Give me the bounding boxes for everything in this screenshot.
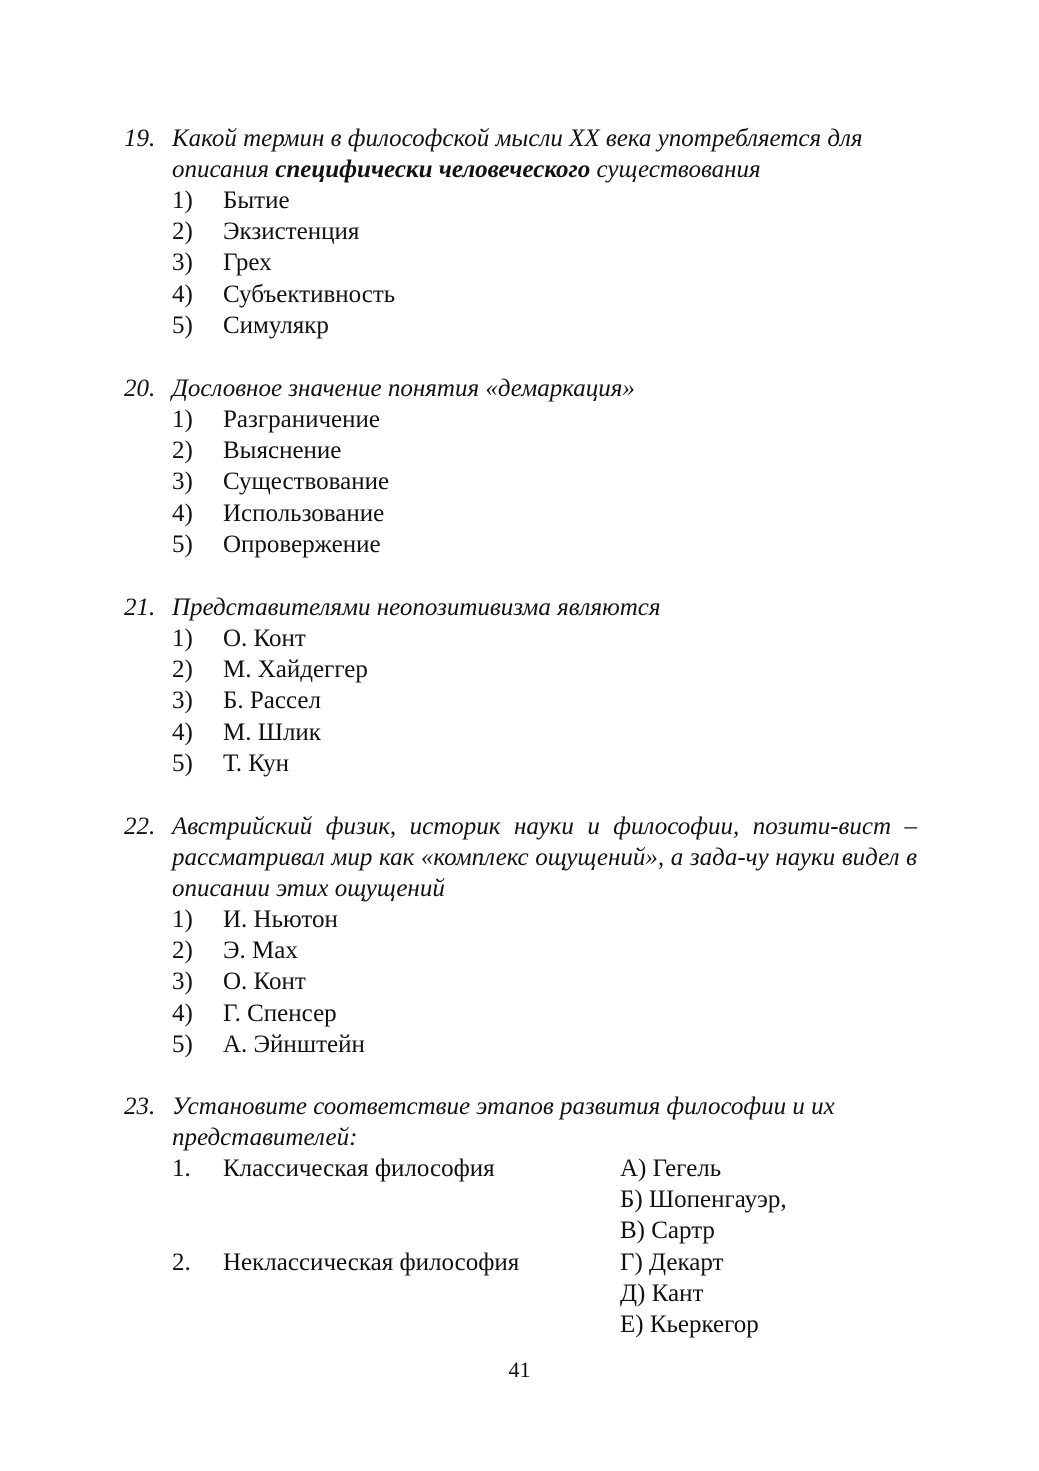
question-number: 22. bbox=[124, 813, 156, 840]
answer-option: 1) И. Ньютон bbox=[172, 906, 338, 933]
question-number: 21. bbox=[124, 594, 156, 621]
answer-option: 1) О. Конт bbox=[172, 625, 306, 652]
question-19 bbox=[124, 123, 917, 341]
matching-right-item: Д) Кант bbox=[620, 1279, 704, 1307]
question-22 bbox=[124, 811, 917, 1060]
page-number: 41 bbox=[508, 1357, 531, 1382]
matching-right-item: Г) Декарт bbox=[620, 1248, 724, 1276]
answer-option: 2) М. Хайдеггер bbox=[172, 656, 368, 684]
answer-option: 4) Г. Спенсер bbox=[172, 999, 337, 1027]
answer-option: 5) А. Эйнштейн bbox=[172, 1030, 365, 1058]
answer-option: 3) Б. Рассел bbox=[172, 687, 321, 715]
matching-right-list bbox=[620, 1153, 787, 1340]
answer-option: 3) О. Конт bbox=[172, 968, 306, 996]
question-20 bbox=[124, 373, 917, 560]
question-text: Какой термин в философской мысли XX века употребляется для описания специфически человеческого существования bbox=[172, 125, 863, 183]
answer-option: 2) Экзистенция bbox=[172, 218, 360, 246]
answer-option: 4) Субъективность bbox=[172, 280, 396, 308]
answer-option: 2) Э. Мах bbox=[172, 937, 298, 965]
question-21 bbox=[124, 592, 917, 779]
answer-option: 5) Симулякр bbox=[172, 311, 329, 339]
question-text: Дословное значение понятия «демаркация» bbox=[172, 375, 635, 402]
question-number: 23. bbox=[124, 1093, 156, 1120]
question-number: 19. bbox=[124, 125, 156, 152]
answer-options bbox=[172, 904, 917, 1060]
answer-option: 4) М. Шлик bbox=[172, 718, 321, 746]
matching-right-item: Б) Шопенгауэр, bbox=[620, 1186, 787, 1214]
question-number: 20. bbox=[124, 375, 156, 402]
matching-table bbox=[172, 1153, 917, 1341]
answer-options bbox=[172, 623, 917, 779]
question-23 bbox=[124, 1091, 917, 1341]
answer-options bbox=[172, 404, 917, 560]
answer-option: 4) Использование bbox=[172, 499, 385, 527]
answer-option: 5) Т. Кун bbox=[172, 749, 289, 777]
answer-option: 3) Грех bbox=[172, 249, 272, 277]
question-text: Представителями неопозитивизма являются bbox=[172, 594, 661, 621]
matching-right-item: В) Сартр bbox=[620, 1217, 715, 1245]
question-text: Австрийский физик, историк науки и философии, позити-вист – рассматривал мир как «комплекс ощущений», а зада-чу науки видел в описании этих ощущений bbox=[172, 813, 917, 902]
matching-left-item: 1. Классическая философия bbox=[172, 1155, 495, 1182]
matching-left-item: 2. Неклассическая философия bbox=[172, 1248, 520, 1276]
answer-option: 2) Выяснение bbox=[172, 437, 342, 465]
question-text: Установите соответствие этапов развития философии и их представителей: bbox=[172, 1093, 835, 1151]
matching-right-item: А) Гегель bbox=[620, 1155, 722, 1182]
question-text-bold: специфически человеческого bbox=[275, 156, 591, 183]
matching-right-item: Е) Кьеркегор bbox=[620, 1311, 759, 1339]
answer-option: 1) Бытие bbox=[172, 187, 290, 214]
answer-option: 1) Разграничение bbox=[172, 406, 381, 433]
answer-option: 5) Опровержение bbox=[172, 530, 381, 558]
answer-options bbox=[172, 185, 917, 341]
answer-option: 3) Существование bbox=[172, 468, 390, 496]
